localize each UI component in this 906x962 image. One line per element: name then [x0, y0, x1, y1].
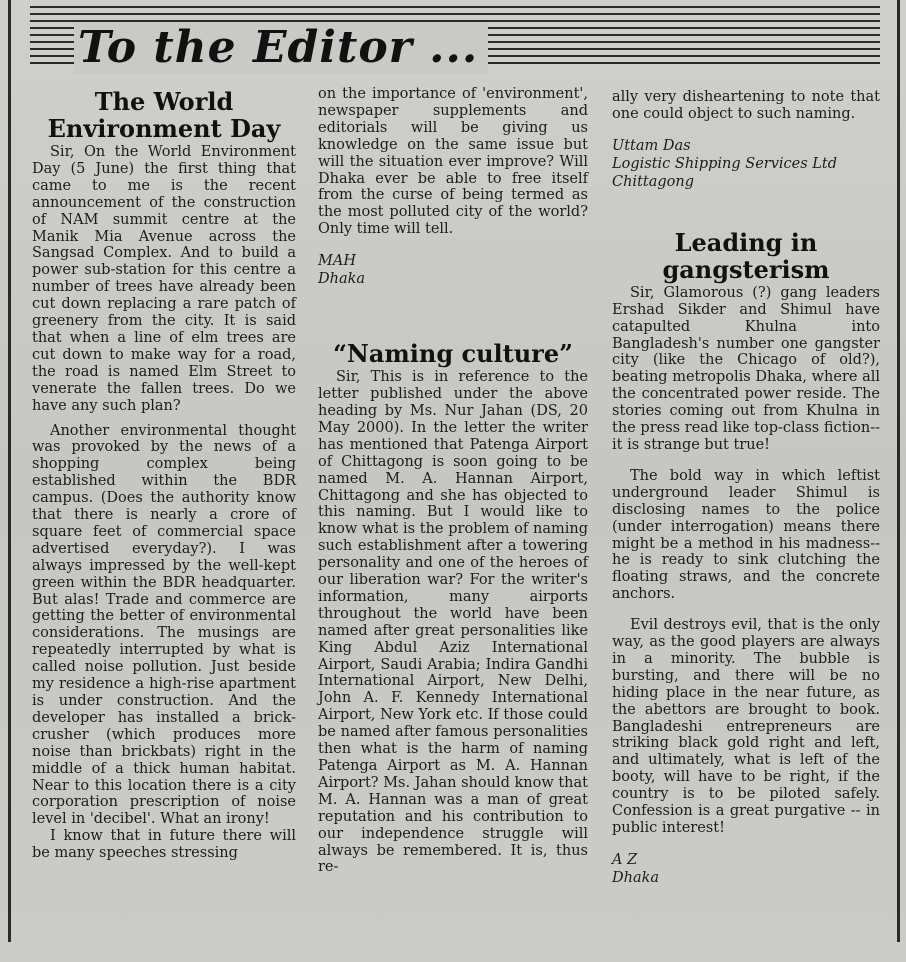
paragraph-gap	[318, 238, 588, 252]
column-3	[612, 89, 880, 887]
signature-name: A Z	[612, 851, 638, 868]
paragraph-gap	[612, 123, 880, 137]
signature-name: MAH	[318, 253, 356, 270]
letter-paragraph: Sir, Glamorous (?) gang leaders Ershad Sikder and Shimul have catapulted Khulna into Bangladesh's number one gangster city (like the Chicago of old?), beating metropolis Dhaka, where all the concentrated power reside. The stories coming out from Khulna in the press read like top-class fiction-- it is strange but true!	[612, 284, 880, 453]
headline-gangsterism: Leading in gangsterism	[662, 227, 830, 284]
section-title: To the Editor ...	[74, 22, 488, 74]
letter-paragraph: Sir, On the World Environment Day (5 June) the first thing that came to me is the recent announcement of the construction of NAM summit centre at the Manik Mia Avenue across the Sangsad Complex. And to build a power sub-station for this centre a number of trees have already been cut down replacing a rare patch of greenery from the city. It is said that when a line of elm trees are cut down to make way for a road, the road is named Elm Street to venerate the fallen trees. Do we have any such plan?	[32, 144, 296, 414]
letter-paragraph: The bold way in which leftist underground leader Shimul is disclosing names to the police (under interrogation) means there might be a method in his madness-- he is ready to sink clutching the floating straws, and the concrete anchors.	[612, 467, 880, 603]
signature-place: Dhaka	[318, 271, 366, 288]
left-border-rule	[8, 0, 11, 942]
headline-environment-day: The World Environment Day	[47, 87, 281, 143]
paragraph-gap	[612, 837, 880, 851]
section-gap	[318, 288, 588, 340]
column-1	[32, 88, 296, 862]
letter-paragraph: Sir, This is in reference to the letter published under the above heading by Ms. Nur Jahan (DS, 20 May 2000). In the letter the writer has mentioned that Patenga Airport of Chittagong is soon going to be named M. A. Hannan Airport, Chittagong and she has objected to this naming. But I would like to know what is the problem of naming such establishment after a towering personality and one of the heroes of our liberation war? For the writer's information, many airports throughout the world have been named after great personalities like King Abdul Aziz International Airport, Saudi Arabia; Indira Gandhi International Airport, New Delhi, John A. F. Kennedy International Airport, New York etc. If those could be named after famous personalities then what is the harm of naming Patenga Airport as M. A. Hannan Airport? Ms. Jahan should know that M. A. Hannan was a man of great reputation and his contribution to our independence struggle will always be remembered. It is, thus re-	[318, 369, 588, 876]
letter-continuation: on the importance of 'environment', newspaper supplements and editorials will be giving us knowledge on the same issue but will the situation ever improve? Will Dhaka ever be able to free itself from the curse of being termed as the most polluted city of the world? Only time will tell.	[318, 86, 588, 238]
right-border-rule	[897, 0, 900, 942]
column-2	[318, 86, 588, 876]
section-gap	[612, 191, 880, 229]
signature-place: Chittagong	[612, 173, 695, 190]
letter-paragraph: Evil destroys evil, that is the only way, as the good players are always in a minority. The bubble is bursting, and there will be no hiding place in the near future, as the abettors are brought to book. Bangladeshi entrepreneurs are striking black gold right and left, and ultimately, what is left of the booty, will have to be right, if the country is to be piloted safely. Confession is a great purgative -- in public interest!	[612, 617, 880, 836]
letter-continuation: ally very disheartening to note that one could object to such naming.	[612, 89, 880, 122]
signature-place: Dhaka	[612, 869, 660, 886]
paragraph-gap	[612, 603, 880, 617]
masthead-rules	[30, 6, 880, 73]
headline-naming-culture: “Naming culture”	[333, 339, 573, 369]
paragraph-gap	[612, 454, 880, 468]
letter-paragraph: I know that in future there will be many speeches stressing	[32, 828, 296, 862]
signature-organization: Logistic Shipping Services Ltd	[612, 155, 838, 172]
signature-name: Uttam Das	[612, 137, 691, 154]
paragraph-gap	[32, 415, 296, 423]
letter-paragraph: Another environmental thought was provoked by the news of a shopping complex being established within the BDR campus. (Does the authority know that there is nearly a crore of square feet of commercial space advertised everyday?). I was always impressed by the well-kept green within the BDR headquarter. But alas! Trade and commerce are getting the better of environmental considerations. The musings are repeatedly interrupted by what is called noise pollution. Just beside my residence a high-rise apartment is under construction. And the developer has installed a brick-crusher (which produces more noise than brickbats) right in the middle of a thick human habitat. Near to this location there is a city corporation prescription of noise level in 'decibel'. What an irony!	[32, 422, 296, 828]
